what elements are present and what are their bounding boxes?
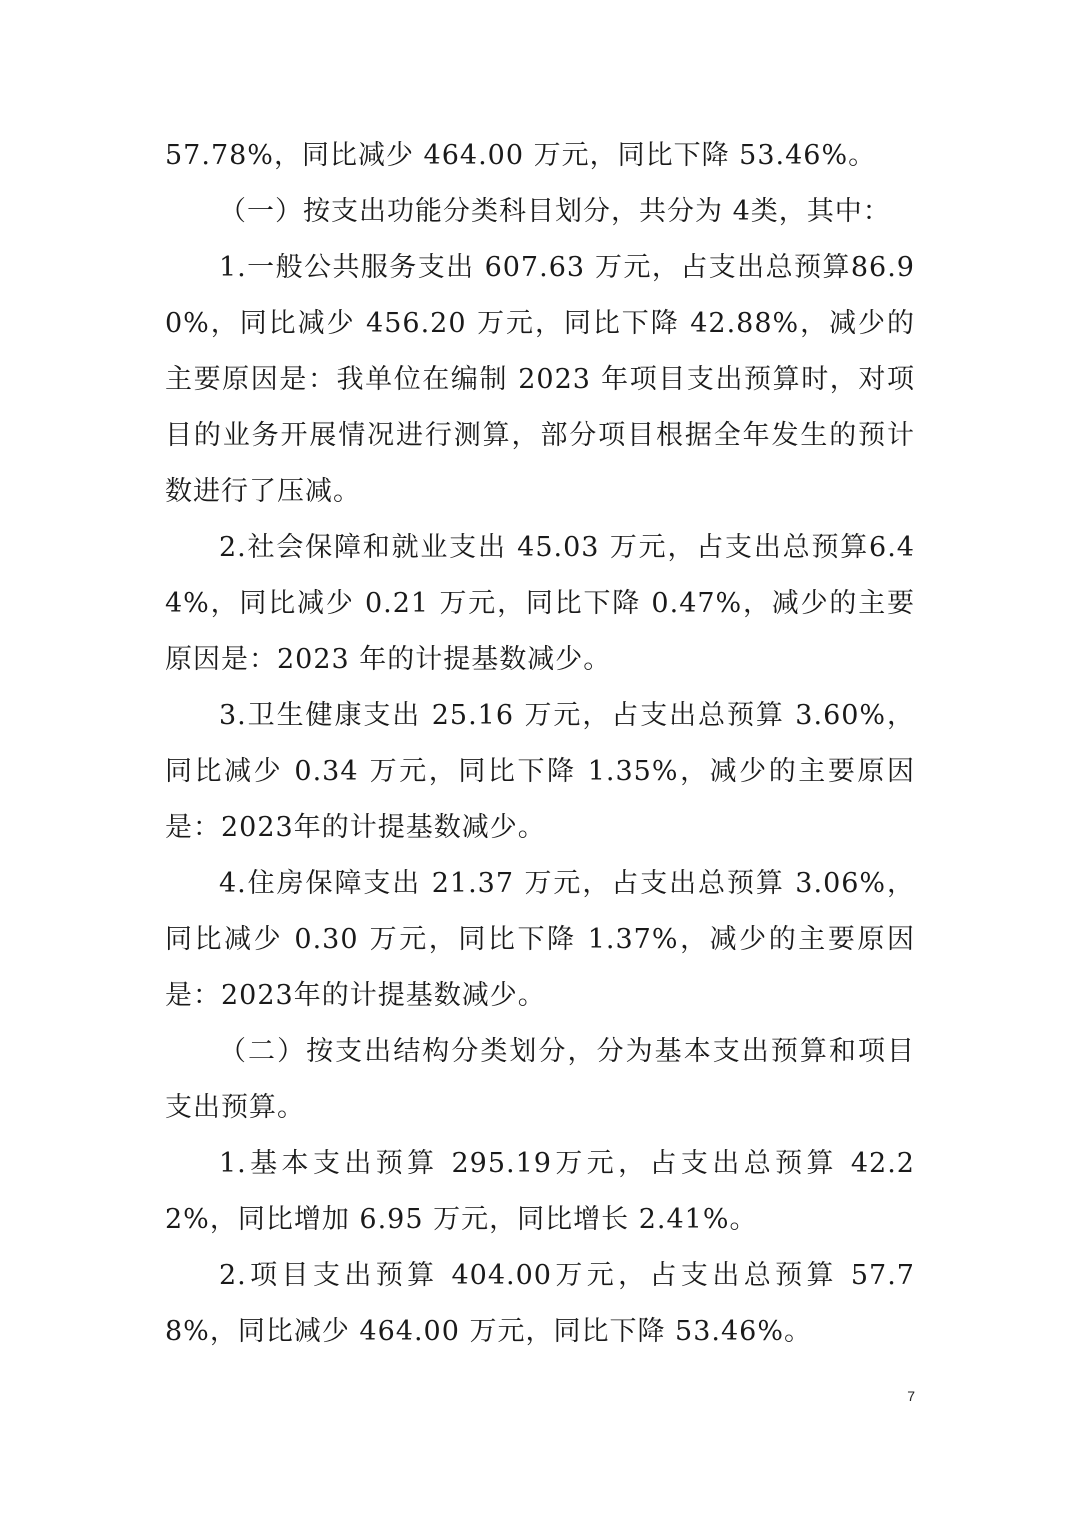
- paragraph-basic-expenditure: 1.基本支出预算 295.19万元，占支出总预算 42.22%，同比增加 6.95 万元，同比增长 2.41%。: [165, 1148, 915, 1235]
- paragraph-project-expenditure: 2.项目支出预算 404.00万元，占支出总预算 57.78%，同比减少 464.00 万元，同比下降 53.46%。: [165, 1260, 915, 1347]
- paragraph-social-security: 2.社会保障和就业支出 45.03 万元，占支出总预算6.44%，同比减少 0.21 万元，同比下降 0.47%，减少的主要原因是：2023 年的计提基数减少。: [165, 532, 915, 675]
- page-number: 7: [907, 1388, 915, 1404]
- paragraph-health: 3.卫生健康支出 25.16 万元，占支出总预算 3.60%，同比减少 0.34 万元，同比下降 1.35%，减少的主要原因是：2023年的计提基数减少。: [165, 700, 915, 843]
- paragraph-continuation: 57.78%，同比减少 464.00 万元，同比下降 53.46%。: [165, 140, 877, 171]
- paragraph-structural-classification-heading: （二）按支出结构分类划分，分为基本支出预算和项目支出预算。: [165, 1036, 915, 1123]
- paragraph-housing: 4.住房保障支出 21.37 万元，占支出总预算 3.06%，同比减少 0.30 万元，同比下降 1.37%，减少的主要原因是：2023年的计提基数减少。: [165, 868, 915, 1011]
- paragraph-general-public-services: 1.一般公共服务支出 607.63 万元，占支出总预算86.90%，同比减少 456.20 万元，同比下降 42.88%，减少的主要原因是：我单位在编制 2023 年项目支出预算时，对项目的业务开展情况进行测算，部分项目根据全年发生的预计数进行了压减。: [165, 252, 915, 507]
- body-text: [165, 128, 915, 1360]
- paragraph-functional-classification-heading: （一）按支出功能分类科目划分，共分为 4类，其中：: [219, 196, 891, 227]
